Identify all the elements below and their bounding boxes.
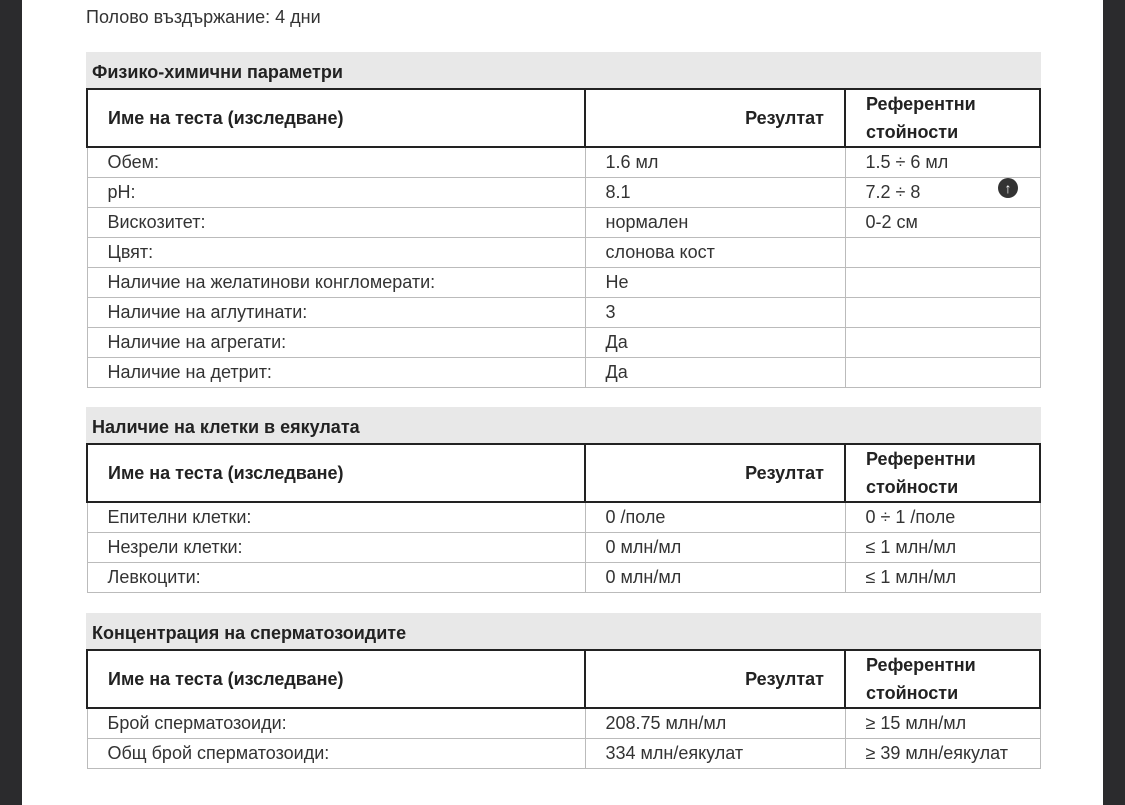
col-result: Резултат xyxy=(585,650,845,708)
cell xyxy=(845,358,1040,388)
cell: Наличие на детрит: xyxy=(87,358,585,388)
ref-line2: стойности xyxy=(866,122,959,142)
col-name: Име на теста (изследване) xyxy=(87,650,585,708)
table-row xyxy=(87,502,1040,533)
table-row xyxy=(87,533,1040,563)
cell: Наличие на агрегати: xyxy=(87,328,585,358)
table-row xyxy=(87,563,1040,593)
cell: Вискозитет: xyxy=(87,208,585,238)
cell: нормален xyxy=(585,208,845,238)
table-row xyxy=(87,298,1040,328)
ref-line2: стойности xyxy=(866,477,959,497)
cell: 0 ÷ 1 /поле xyxy=(845,502,1040,533)
table-row xyxy=(87,268,1040,298)
left-dark-margin xyxy=(0,0,22,805)
cell: Не xyxy=(585,268,845,298)
cell xyxy=(845,298,1040,328)
cell: Брой сперматозоиди: xyxy=(87,708,585,739)
cell: Епителни клетки: xyxy=(87,502,585,533)
col-reference xyxy=(845,444,1040,502)
table-row xyxy=(87,147,1040,178)
section xyxy=(86,613,1041,769)
cell: 0 млн/мл xyxy=(585,533,845,563)
cell xyxy=(845,268,1040,298)
section xyxy=(86,407,1041,593)
ref-line1: Референтни xyxy=(866,655,976,675)
table-header xyxy=(87,444,1040,502)
cell: 1.5 ÷ 6 мл xyxy=(845,147,1040,178)
cell: 8.1 xyxy=(585,178,845,208)
section-title: Концентрация на сперматозоидите xyxy=(86,613,1041,649)
results-table xyxy=(86,649,1041,769)
ref-line1: Референтни xyxy=(866,449,976,469)
cell: Наличие на желатинови конгломерати: xyxy=(87,268,585,298)
cell: Общ брой сперматозоиди: xyxy=(87,739,585,769)
cell: Да xyxy=(585,358,845,388)
cell: 0 млн/мл xyxy=(585,563,845,593)
right-dark-margin xyxy=(1103,0,1125,805)
cell: 3 xyxy=(585,298,845,328)
table-row xyxy=(87,708,1040,739)
results-table xyxy=(86,443,1041,593)
cell: 7.2 ÷ 8 xyxy=(845,178,1040,208)
col-reference xyxy=(845,89,1040,147)
col-result: Резултат xyxy=(585,89,845,147)
cell: 1.6 мл xyxy=(585,147,845,178)
table-row xyxy=(87,328,1040,358)
cell: Незрели клетки: xyxy=(87,533,585,563)
cell: Обем: xyxy=(87,147,585,178)
cell: Левкоцити: xyxy=(87,563,585,593)
col-name: Име на теста (изследване) xyxy=(87,89,585,147)
col-name: Име на теста (изследване) xyxy=(87,444,585,502)
ref-line1: Референтни xyxy=(866,94,976,114)
table-row xyxy=(87,208,1040,238)
cell: Наличие на аглутинати: xyxy=(87,298,585,328)
cell: ≥ 15 млн/мл xyxy=(845,708,1040,739)
cell: ≤ 1 млн/мл xyxy=(845,533,1040,563)
cell: pH: xyxy=(87,178,585,208)
cell: 208.75 млн/мл xyxy=(585,708,845,739)
col-reference xyxy=(845,650,1040,708)
table-row xyxy=(87,358,1040,388)
scroll-up-icon[interactable]: ↑ xyxy=(998,178,1018,198)
table-header xyxy=(87,89,1040,147)
cell: Да xyxy=(585,328,845,358)
table-row xyxy=(87,739,1040,769)
cell xyxy=(845,328,1040,358)
cell: 0-2 см xyxy=(845,208,1040,238)
section xyxy=(86,52,1041,388)
col-result: Резултат xyxy=(585,444,845,502)
cell: Цвят: xyxy=(87,238,585,268)
results-table xyxy=(86,88,1041,388)
table-row xyxy=(87,238,1040,268)
ref-line2: стойности xyxy=(866,683,959,703)
section-title: Наличие на клетки в еякулата xyxy=(86,407,1041,443)
table-row xyxy=(87,178,1040,208)
abstinence-text: Полово въздържание: 4 дни xyxy=(86,7,321,27)
cell: ≤ 1 млн/мл xyxy=(845,563,1040,593)
cell xyxy=(845,238,1040,268)
cell: ≥ 39 млн/еякулат xyxy=(845,739,1040,769)
cell: слонова кост xyxy=(585,238,845,268)
cell: 0 /поле xyxy=(585,502,845,533)
table-header xyxy=(87,650,1040,708)
section-title: Физико-химични параметри xyxy=(86,52,1041,88)
cell: 334 млн/еякулат xyxy=(585,739,845,769)
